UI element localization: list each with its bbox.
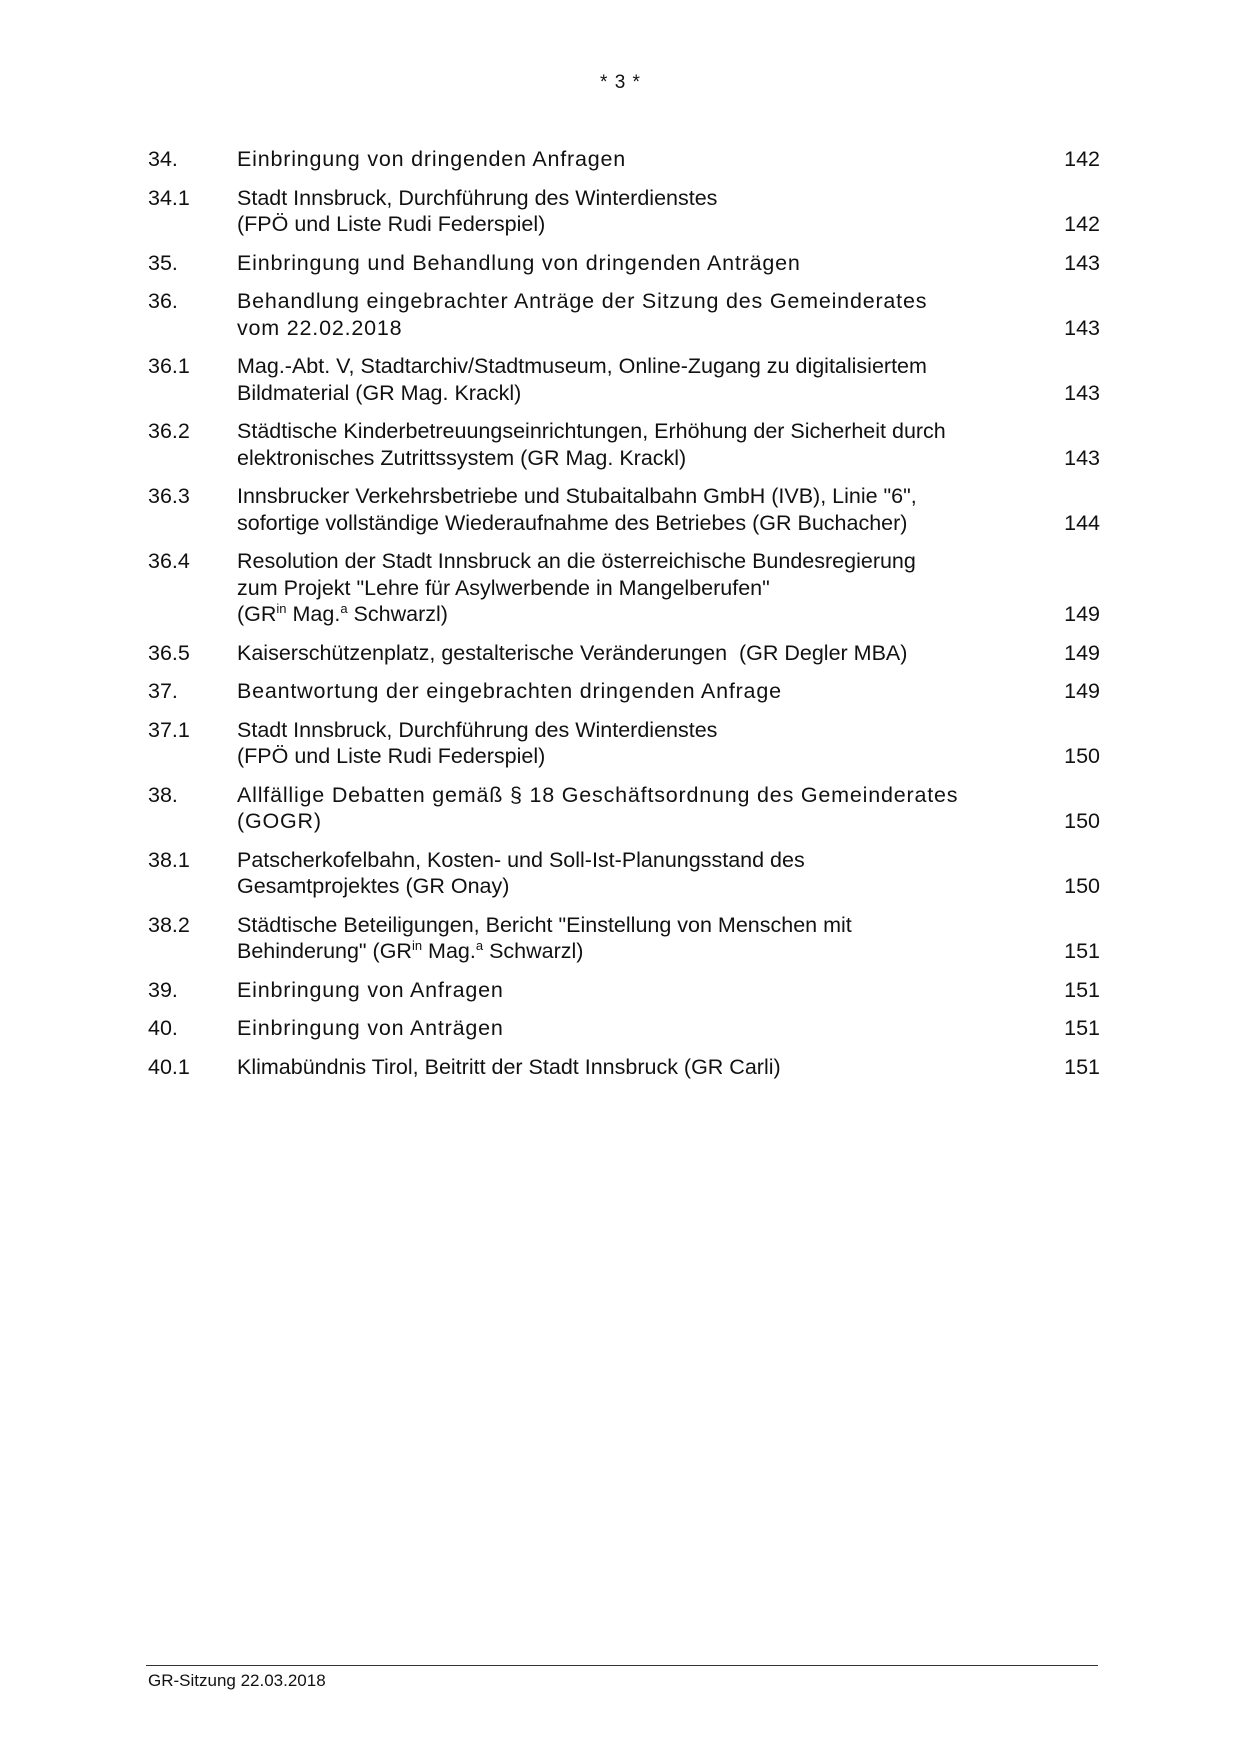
toc-entry-page: 149	[1064, 602, 1100, 626]
toc-entry-title-line	[237, 601, 1020, 628]
toc-entry	[148, 250, 1100, 277]
toc-entry-title-line: vom 22.02.2018	[237, 315, 403, 340]
toc-entry-title-line: Klimabündnis Tirol, Beitritt der Stadt Innsbruck (GR Carli)	[237, 1054, 781, 1079]
toc-entry-number: 37.1	[148, 717, 190, 742]
toc-entry-page: 151	[1064, 1054, 1100, 1079]
title-text: Schwarzl)	[483, 939, 584, 963]
toc-entry-page: 143	[1064, 380, 1100, 405]
toc-entry-title-line: Patscherkofelbahn, Kosten- und Soll-Ist-Planungsstand des	[237, 847, 805, 872]
superscript: in	[411, 938, 423, 953]
toc-entry-number: 36.1	[148, 354, 190, 378]
toc-entry-title-line: Stadt Innsbruck, Durchführung des Winterdienstes	[237, 717, 718, 742]
toc-entry-number: 39.	[148, 977, 178, 1002]
toc-entry-page: 144	[1064, 510, 1100, 535]
toc-entry-number: 35.	[148, 250, 178, 275]
toc-entry-page: 150	[1064, 744, 1100, 768]
toc-entry-page: 142	[1064, 147, 1100, 171]
toc-entry-title	[237, 782, 1040, 835]
toc-entry-title-line: Kaiserschützenplatz, gestalterische Veränderungen (GR Degler MBA)	[237, 640, 908, 665]
title-text: Behinderung" (GR	[237, 939, 412, 963]
toc-entry-number: 36.	[148, 289, 178, 313]
toc-entry	[148, 353, 1100, 406]
superscript: a	[340, 601, 348, 616]
toc-entry-number: 34.1	[148, 185, 190, 210]
toc-entry-page: 150	[1064, 809, 1100, 833]
toc-entry-title-line: elektronisches Zutrittssystem (GR Mag. Krackl)	[237, 445, 687, 470]
toc-entry-title	[237, 250, 1040, 277]
toc-entry-number: 36.5	[148, 640, 190, 665]
toc-entry-title-line: Mag.-Abt. V, Stadtarchiv/Stadtmuseum, Online-Zugang zu digitalisiertem	[237, 354, 927, 378]
toc-entry	[148, 678, 1100, 705]
toc-entry-title-line: Stadt Innsbruck, Durchführung des Winterdienstes	[237, 185, 718, 210]
title-text: (GR	[237, 602, 277, 626]
toc-entry-title-line: sofortige vollständige Wiederaufnahme des Betriebes (GR Buchacher)	[237, 510, 908, 535]
toc-entry-title-line: Gesamtprojektes (GR Onay)	[237, 874, 510, 898]
toc-entry	[148, 185, 1100, 238]
toc-entry	[148, 1015, 1100, 1042]
toc-entry-title-line: Innsbrucker Verkehrsbetriebe und Stubaitalbahn GmbH (IVB), Linie "6",	[237, 484, 917, 508]
toc-entry-number: 38.	[148, 782, 178, 807]
toc-entry-title-line: Behandlung eingebrachter Anträge der Sitzung des Gemeinderates	[237, 289, 928, 313]
toc-entry-page: 149	[1064, 640, 1100, 665]
toc-entry-title	[237, 1054, 1040, 1081]
toc-entry-page: 143	[1064, 445, 1100, 470]
toc-entry-title-line: (FPÖ und Liste Rudi Federspiel)	[237, 212, 546, 236]
footer-text: GR-Sitzung 22.03.2018	[148, 1671, 326, 1690]
toc-entry-number: 36.3	[148, 484, 190, 508]
toc-entry-title-line: Einbringung von Anfragen	[237, 977, 504, 1002]
toc-entry-title-line: Bildmaterial (GR Mag. Krackl)	[237, 380, 522, 405]
toc-entry-title	[237, 353, 1040, 406]
toc-entry	[148, 288, 1100, 341]
toc-entry	[148, 717, 1100, 770]
toc-entry-title	[237, 912, 1040, 965]
table-of-contents	[148, 146, 1100, 1092]
toc-entry-title-line: Einbringung von Anträgen	[237, 1016, 504, 1040]
toc-entry	[148, 1054, 1100, 1081]
toc-entry-title-line	[237, 938, 1020, 965]
toc-entry-number: 38.2	[148, 912, 190, 937]
toc-entry	[148, 548, 1100, 628]
toc-entry-title	[237, 185, 1040, 238]
toc-entry-title-line: Einbringung und Behandlung von dringenden Anträgen	[237, 250, 801, 275]
toc-entry-number: 34.	[148, 147, 178, 171]
toc-entry-number: 36.4	[148, 549, 190, 573]
toc-entry-number: 37.	[148, 679, 178, 703]
toc-entry-title	[237, 717, 1040, 770]
toc-entry	[148, 418, 1100, 471]
toc-entry-title	[237, 977, 1040, 1004]
toc-entry-title	[237, 548, 1040, 628]
toc-entry-page: 151	[1064, 1016, 1100, 1040]
toc-entry	[148, 977, 1100, 1004]
toc-entry-number: 40.	[148, 1016, 178, 1040]
toc-entry-page: 150	[1064, 874, 1100, 898]
toc-entry	[148, 847, 1100, 900]
toc-entry	[148, 782, 1100, 835]
toc-entry-page: 151	[1064, 939, 1100, 963]
toc-entry-title	[237, 847, 1040, 900]
toc-entry	[148, 146, 1100, 173]
title-text: Mag.	[422, 939, 476, 963]
toc-entry-title-line: Resolution der Stadt Innsbruck an die österreichische Bundesregierung	[237, 549, 916, 573]
toc-entry	[148, 483, 1100, 536]
toc-entry-title-line: Beantwortung der eingebrachten dringenden Anfrage	[237, 679, 782, 703]
toc-entry	[148, 912, 1100, 965]
toc-entry-number: 36.2	[148, 419, 190, 443]
toc-entry-title	[237, 418, 1040, 471]
toc-entry-title-line: zum Projekt "Lehre für Asylwerbende in Mangelberufen"	[237, 575, 770, 600]
toc-entry-title-line: Einbringung von dringenden Anfragen	[237, 147, 627, 171]
toc-entry-title	[237, 483, 1040, 536]
superscript: in	[276, 601, 287, 616]
toc-entry-title-line: (FPÖ und Liste Rudi Federspiel)	[237, 744, 546, 768]
toc-entry-title-line: (GOGR)	[237, 809, 322, 833]
toc-entry	[148, 640, 1100, 667]
toc-entry-page: 142	[1064, 212, 1100, 236]
toc-entry-title	[237, 146, 1040, 173]
toc-entry-page: 143	[1064, 315, 1100, 340]
toc-entry-page: 151	[1064, 977, 1100, 1002]
toc-entry-page: 143	[1064, 250, 1100, 275]
title-text: Schwarzl)	[347, 602, 448, 626]
superscript: a	[475, 938, 484, 953]
toc-entry-title-line: Städtische Kinderbetreuungseinrichtungen, Erhöhung der Sicherheit durch	[237, 419, 946, 443]
toc-entry-title	[237, 678, 1040, 705]
toc-entry-title	[237, 288, 1040, 341]
title-text: Mag.	[286, 602, 341, 626]
toc-entry-number: 40.1	[148, 1054, 190, 1079]
toc-entry-title-line: Städtische Beteiligungen, Bericht "Einstellung von Menschen mit	[237, 912, 852, 937]
footer-divider	[146, 1665, 1098, 1666]
toc-entry-title	[237, 1015, 1040, 1042]
toc-entry-title-line: Allfällige Debatten gemäß § 18 Geschäftsordnung des Gemeinderates	[237, 782, 959, 807]
toc-entry-title	[237, 640, 1040, 667]
toc-entry-page: 149	[1064, 679, 1100, 703]
page-number: * 3 *	[600, 72, 641, 93]
toc-entry-number: 38.1	[148, 847, 190, 872]
